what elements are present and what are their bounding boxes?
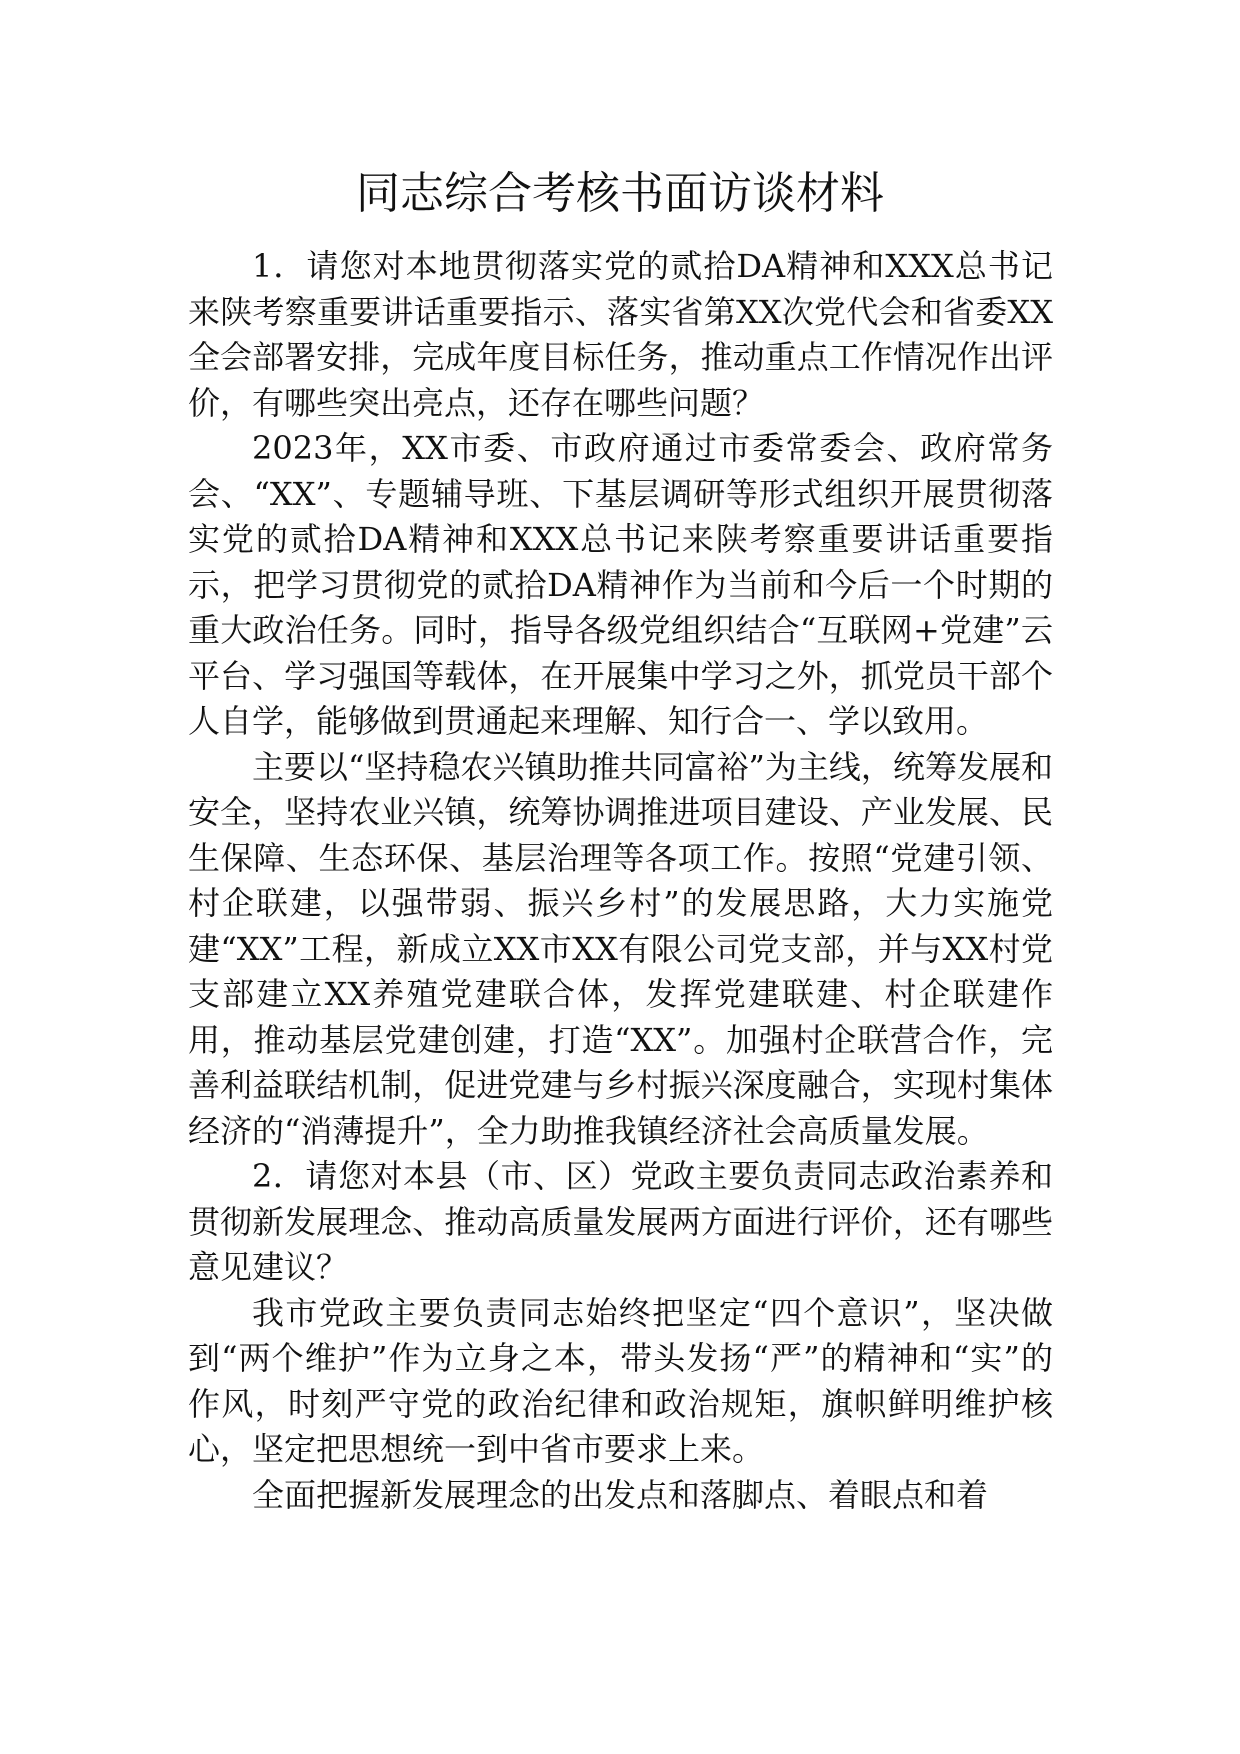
answer-paragraph: 全面把握新发展理念的出发点和落脚点、着眼点和着 — [252, 1475, 989, 1514]
document-title: 同志综合考核书面访谈材料 — [356, 168, 884, 219]
document-body — [188, 244, 1053, 1518]
answer-paragraph: 我市党政主要负责同志始终把坚定“四个意识”，坚决做到“两个维护”作为立身之本，带头发扬“严”的精神和“实”的作风，时刻严守党的政治纪律和政治规矩，旗帜鲜明维护核心，坚定把思想统一到中省市要求上来。 — [188, 1293, 1053, 1468]
question-2: 2．请您对本县（市、区）党政主要负责同志政治素养和贯彻新发展理念、推动高质量发展两方面进行评价，还有哪些意见建议？ — [188, 1157, 1053, 1286]
question-1: 1．请您对本地贯彻落实党的贰拾DA精神和XXX总书记来陕考察重要讲话重要指示、落实省第XX次党代会和省委XX全会部署安排，完成年度目标任务，推动重点工作情况作出评价，有哪些突出亮点，还存在哪些问题？ — [188, 247, 1053, 422]
answer-paragraph: 主要以“坚持稳农兴镇助推共同富裕”为主线，统筹发展和安全，坚持农业兴镇，统筹协调推进项目建设、产业发展、民生保障、生态环保、基层治理等各项工作。按照“党建引领、村企联建，以强带弱、振兴乡村”的发展思路，大力实施党建“XX”工程，新成立XX市XX有限公司党支部，并与XX村党支部建立XX养殖党建联合体，发挥党建联建、村企联建作用，推动基层党建创建，打造“XX”。加强村企联营合作，完善利益联结机制，促进党建与乡村振兴深度融合，实现村集体经济的“消薄提升”，全力助推我镇经济社会高质量发展。 — [188, 747, 1053, 1150]
answer-paragraph: 2023年，XX市委、市政府通过市委常委会、政府常务会、“XX”、专题辅导班、下基层调研等形式组织开展贯彻落实党的贰拾DA精神和XXX总书记来陕考察重要讲话重要指示，把学习贯彻党的贰拾DA精神作为当前和今后一个时期的重大政治任务。同时，指导各级党组织结合“互联网+党建”云平台、学习强国等载体，在开展集中学习之外，抓党员干部个人自学，能够做到贯通起来理解、知行合一、学以致用。 — [188, 429, 1053, 740]
